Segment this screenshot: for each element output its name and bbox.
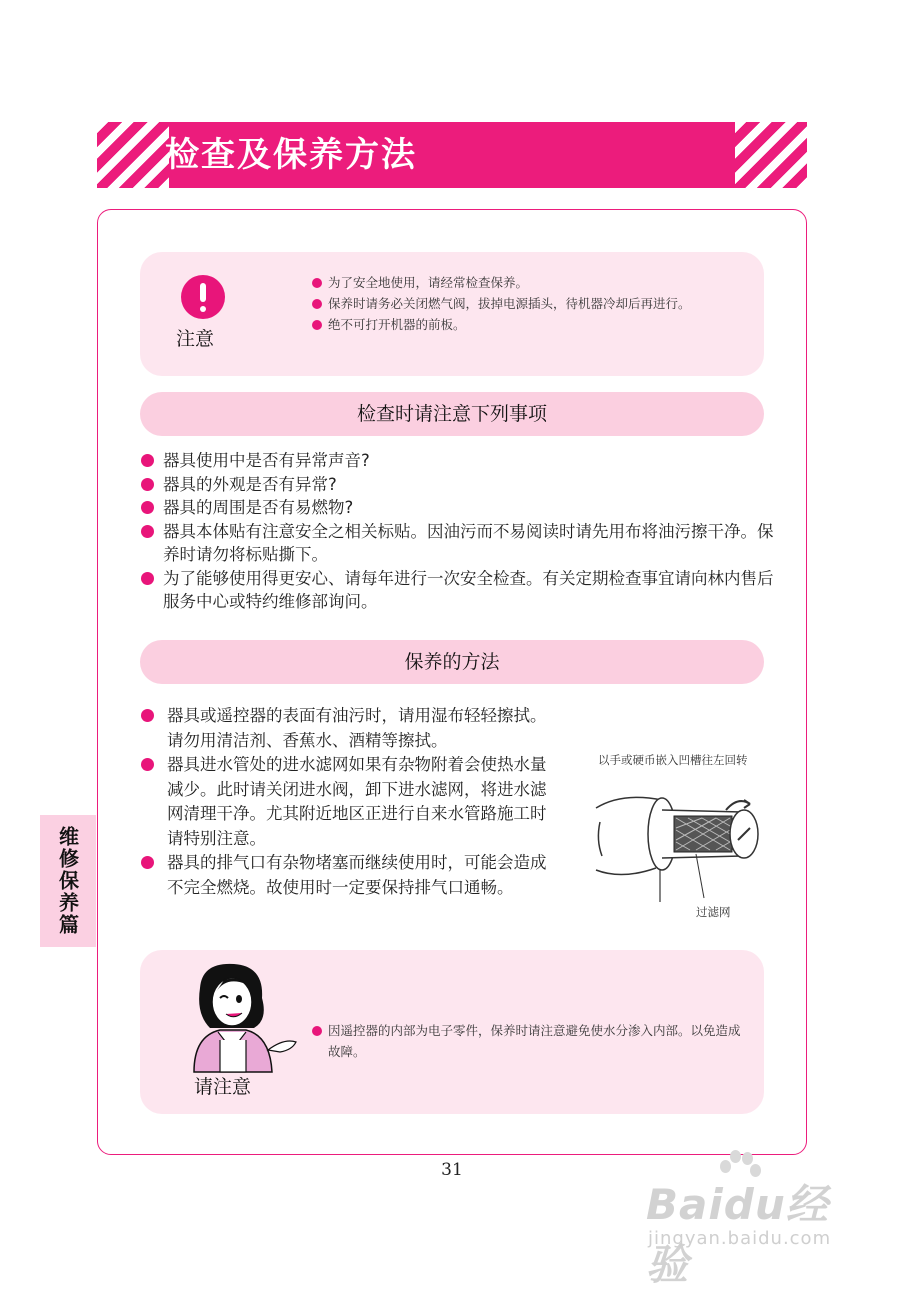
list-item: 因遥控器的内部为电子零件，保养时请注意避免使水分渗入内部。以免造成故障。 [312,1020,742,1062]
list-item: 器具的外观是否有异常? [141,473,781,497]
maintenance-heading: 保养的方法 [140,640,764,684]
side-tab-label: 维修保养篇 [55,826,80,936]
page-title: 检查及保养方法 [165,135,417,175]
banner-stripes-right [735,122,807,188]
inspection-heading: 检查时请注意下列事项 [140,392,764,436]
list-item: 为了能够使用得更安心、请每年进行一次安全检查。有关定期检查事宜请向林内售后服务中心或特约维修部询问。 [141,567,781,614]
filter-figure [592,752,772,922]
note-label: 请注意 [194,1076,252,1098]
list-item: 器具的周围是否有易燃物? [141,496,781,520]
list-item: 器具使用中是否有异常声音? [141,449,781,473]
maintenance-list [141,704,561,900]
title-banner [97,122,807,188]
page-number: 31 [441,1160,463,1180]
caution-panel [140,252,764,376]
list-item: 器具的排气口有杂物堵塞而继续使用时，可能会造成不完全燃烧。故使用时一定要保持排气口通畅。 [141,851,561,900]
list-item: 器具本体贴有注意安全之相关标贴。因油污而不易阅读时请先用布将油污擦干净。保养时请勿将标贴撕下。 [141,520,781,567]
watermark-url: jingyan.baidu.com [648,1228,832,1249]
inspection-list [141,449,781,614]
woman-illustration-icon [180,958,300,1074]
exclamation-icon [181,275,225,319]
watermark-brand: Baidu经验 [646,1180,829,1289]
banner-stripes-left [97,122,169,188]
list-item: 器具进水管处的进水滤网如果有杂物附着会使热水量减少。此时请关闭进水阀，卸下进水滤网，将进水滤网清理干净。尤其附近地区正进行自来水管路施工时请特别注意。 [141,753,561,851]
list-item: 器具或遥控器的表面有油污时，请用湿布轻轻擦拭。请勿用清洁剂、香蕉水、酒精等擦拭。 [141,704,561,753]
watermark [640,1148,870,1289]
list-item: 绝不可打开机器的前板。 [312,314,732,335]
figure-label: 过滤网 [696,905,731,919]
figure-caption: 以手或硬币嵌入凹槽往左回转 [598,753,748,767]
caution-label: 注意 [176,328,215,350]
note-list [312,1020,742,1062]
note-panel [140,950,764,1114]
caution-list [312,272,732,335]
list-item: 保养时请务必关闭燃气阀，拔掉电源插头，待机器冷却后再进行。 [312,293,732,314]
side-tab [40,815,96,947]
list-item: 为了安全地使用，请经常检查保养。 [312,272,732,293]
filter-illustration [592,770,772,910]
